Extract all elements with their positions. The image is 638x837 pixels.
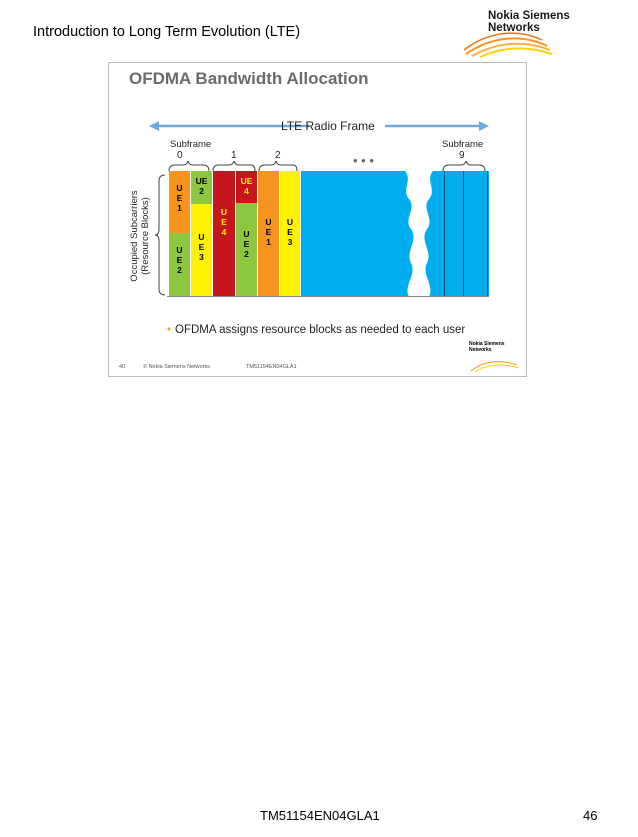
slide-logo-line-1: Nokia Siemens [469,341,505,347]
subframe-num-1: 1 [231,150,237,161]
block-ue2-top [191,171,212,204]
ue3-label-3: 3 [199,252,204,262]
slide-title: OFDMA Bandwidth Allocation [129,69,369,88]
ue2b-label-2: 2 [177,265,182,275]
ue2m-label-2: 2 [244,249,249,259]
block-remaining-subframes [301,171,489,297]
logo-line-1: Nokia Siemens [488,10,570,22]
document-title: Introduction to Long Term Evolution (LTE) [33,24,301,40]
ue3c-label-u: U [286,217,294,227]
ue1c-label-u: U [265,217,272,227]
ue4t-label-ue: UE [240,176,253,186]
block-ue4-top-label [236,171,257,196]
ue2t-label-2: 2 [199,186,204,196]
subframe-num-0: 0 [177,150,183,161]
slide-logo [469,341,524,373]
resource-grid [169,171,489,297]
ue2m-label-u: U [243,229,250,239]
block-ue4-top [236,171,257,203]
footer-page: 40 [119,364,126,370]
block-ue1-col-label [258,171,279,247]
ue3-label-u: U [198,232,205,242]
ue4-label-4: 4 [221,227,227,237]
y-axis-label [129,161,151,311]
slide-frame [108,62,527,377]
y-axis-line-2: (Resource Blocks) [140,197,151,275]
ue1-label-u: U [176,183,183,193]
y-axis-line-1: Occupied Subcarriers [129,190,140,282]
ue1-label-1: 1 [177,203,182,213]
bullet-point [167,324,465,336]
ue2b-label-u: U [176,245,183,255]
ue4t-label-4: 4 [244,186,249,196]
page-code: TM51154EN04GLA1 [260,808,380,823]
bullet-dot-icon: • [167,324,172,336]
block-ue3 [191,204,212,297]
page-number: 46 [583,808,598,823]
block-ue2-top-label [191,171,212,196]
grid-baseline [167,296,489,297]
logo-line-2: Networks [488,22,540,34]
ue2m-label-e: E [243,239,250,249]
footer-copyright: © Nokia Siemens Networks [143,364,211,370]
ue2b-label-e: E [176,255,183,265]
bullet-text: OFDMA assigns resource blocks as needed to each user [175,324,466,336]
subframe-num-9: 9 [459,150,465,161]
block-ue4-label [213,171,235,237]
block-ue2-bottom-label [169,233,190,275]
block-ue1-top [169,171,190,233]
block-ue1-label [169,171,190,213]
subframe-num-2: 2 [275,150,281,161]
block-ue3-col-label [280,171,300,247]
block-ue2-mid-label [236,203,257,259]
subframe-left-label: Subframe [170,139,212,150]
ellipsis-dots: • • • [353,153,374,168]
block-ue4-full [213,171,235,297]
slide-logo-line-2: Networks [469,347,492,353]
ue3c-label-3: 3 [287,237,293,247]
block-ue3-col [280,171,300,297]
ue3c-label-e: E [287,227,293,237]
subframe-right-label: Subframe [442,139,484,150]
ue2t-label-ue: UE [195,176,208,186]
divider-1 [444,171,445,297]
ue3-label-e: E [198,242,205,252]
torn-break [399,171,439,297]
ue1c-label-e: E [265,227,272,237]
block-ue3-label [191,204,212,262]
logo-text [488,10,570,34]
ue1-label-e: E [176,193,183,203]
radio-frame-label: LTE Radio Frame [281,119,375,133]
footer-code: TM51154EN04GLA1 [246,364,297,370]
divider-3 [487,171,488,297]
slide-logo-text [469,341,524,353]
block-ue2-mid [236,203,257,297]
divider-2 [463,171,464,297]
axis-brace [155,173,167,298]
ue4-label-u: U [220,207,228,217]
ue1c-label-1: 1 [266,237,271,247]
ue4-label-e: E [221,217,227,227]
block-ue1-col [258,171,279,297]
block-ue2-bottom [169,233,190,297]
slide-logo-swirl-icon [469,353,524,373]
